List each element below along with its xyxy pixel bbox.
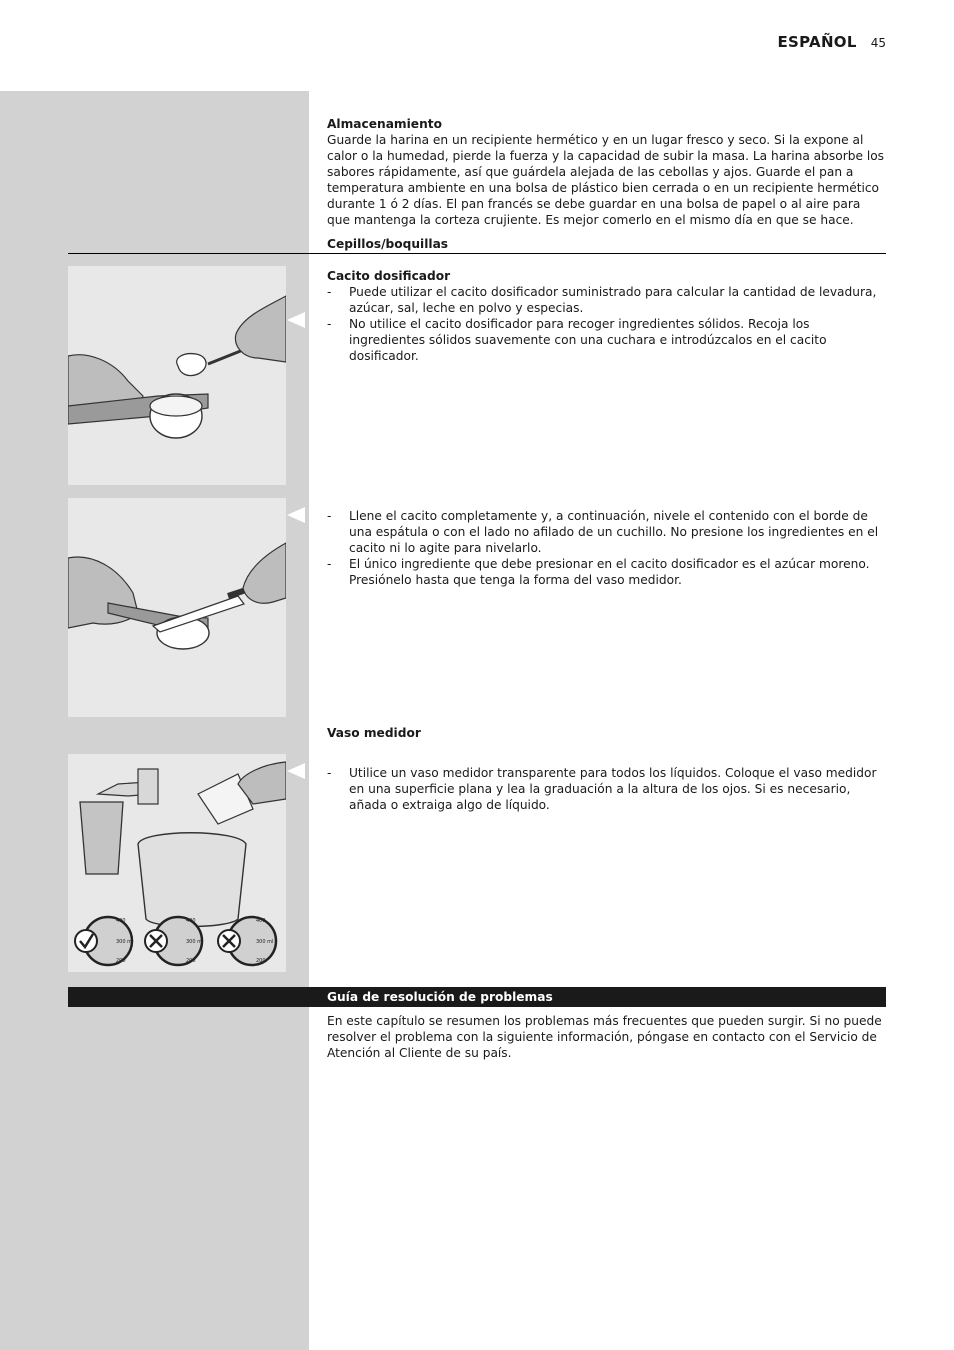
measuring-cup-list [327, 765, 886, 813]
measuring-cup-section [327, 765, 886, 813]
troubleshooting-title: Guía de resolución de problemas [327, 990, 553, 1004]
gauge-label: 400 [116, 918, 126, 924]
leveling-list [327, 508, 886, 588]
list-item: - El único ingrediente que debe presionar en el cacito dosificador es el azúcar moreno. Presiónelo hasta que tenga la forma del vaso medidor. [327, 557, 870, 587]
brushes-title: Cepillos/boquillas [327, 237, 449, 251]
storage-body: Guarde la harina en un recipiente hermético y en un lugar fresco y seco. Si la expone al calor o la humedad, pierde la fuerza y la capacidad de subir la masa. La harina absorbe los sabores rápidamente, así que guárdela alejada de las cebollas y ajos. Guarde el pan a temperatura ambiente en una bolsa de plástico bien cerrada o en un recipiente hermético durante 1 ó 2 días. El pan francés se debe guardar en una bolsa de papel o al aire para que mantenga la corteza crujiente. Es mejor comerlo en el mismo día en que se hace. [327, 133, 885, 227]
brushes-section [327, 236, 886, 252]
page-header [777, 33, 886, 51]
storage-title: Almacenamiento [327, 117, 442, 131]
troubleshooting-body: En este capítulo se resumen los problemas más frecuentes que pueden surgir. Si no puede resolver el problema con la siguiente información, póngase en contacto con el Servicio de Atención al Cliente de su país. [327, 1014, 882, 1060]
gauge-label: 300 ml [256, 939, 274, 945]
gauge-label: 300 ml [186, 939, 204, 945]
page-number: 45 [870, 36, 886, 50]
measuring-spoon-title: Cacito dosificador [327, 269, 451, 283]
gauge-label: 300 ml [116, 939, 134, 945]
gauge-label: 200 [186, 958, 196, 964]
section-divider [68, 253, 886, 254]
figure-measuring-cup [68, 754, 286, 972]
measuring-spoon-section [327, 268, 886, 364]
arrow-left-icon [287, 763, 305, 779]
arrow-left-icon [287, 507, 305, 523]
measuring-cup-heading [327, 725, 886, 741]
list-item: - No utilice el cacito dosificador para recoger ingredientes sólidos. Recoja los ingredientes sólidos suavemente con una cuchara e introdúzcalos en el cacito dosificador. [327, 317, 827, 363]
measuring-spoon-list [327, 284, 886, 364]
troubleshooting-section [327, 1013, 886, 1061]
figure-spoon-leveling [68, 498, 286, 717]
gauge-label: 200 [256, 958, 266, 964]
spoon-filling-illustration [68, 266, 286, 485]
measuring-cup-title: Vaso medidor [327, 726, 421, 740]
language-label: ESPAÑOL [777, 33, 857, 51]
measuring-cup-illustration [68, 754, 286, 972]
gauge-label: 400 [256, 918, 266, 924]
spoon-leveling-illustration [68, 498, 286, 717]
list-item: - Llene el cacito completamente y, a continuación, nivele el contenido con el borde de una espátula o con el lado no afilado de un cuchillo. No presione los ingredientes en el cacito ni lo agite para nivelarlo. [327, 509, 879, 555]
gauge-label: 200 [116, 958, 126, 964]
gauge-label: 400 [186, 918, 196, 924]
measuring-spoon-section-continued [327, 508, 886, 588]
list-item: - Puede utilizar el cacito dosificador suministrado para calcular la cantidad de levadura, azúcar, sal, leche en polvo y especias. [327, 285, 877, 315]
figure-spoon-filling [68, 266, 286, 485]
troubleshooting-bar [68, 987, 886, 1007]
storage-section [327, 116, 886, 228]
list-item: - Utilice un vaso medidor transparente para todos los líquidos. Coloque el vaso medidor en una superficie plana y lea la graduación a la altura de los ojos. Si es necesario, añada o extraiga algo de líquido. [327, 766, 877, 812]
arrow-left-icon [287, 312, 305, 328]
